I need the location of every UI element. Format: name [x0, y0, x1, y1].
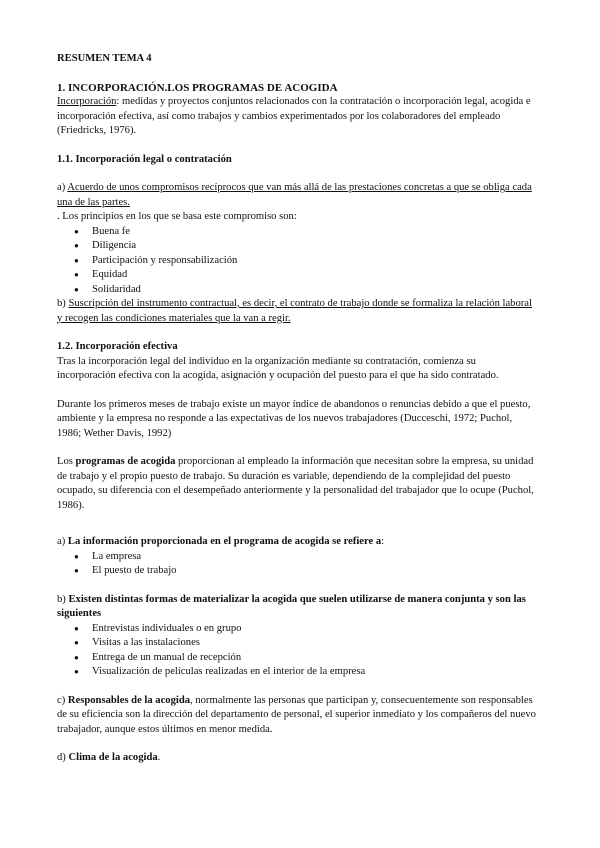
a-prefix: a): [57, 536, 68, 547]
list-item: ● Visualización de películas realizadas en el interior de la empresa: [57, 665, 537, 680]
a-bold: La información proporcionada en el programa de acogida se refiere a: [67, 536, 382, 547]
d-bold: Clima de la acogida: [68, 752, 158, 763]
forms-list: [57, 622, 537, 680]
list-item: ● Diligencia: [57, 239, 537, 254]
section-1-1-heading: 1.1. Incorporación legal o contratación: [57, 153, 232, 165]
point-c-responsables: [57, 694, 537, 738]
c-bold: Responsables de la acogida: [67, 694, 191, 706]
point-a-prefix: a): [57, 182, 68, 193]
list-item: ● Buena fe: [57, 225, 537, 240]
list-item: ● Visitas a las instalaciones: [57, 636, 537, 651]
incorporacion-definition: [57, 95, 537, 139]
document-page: [57, 52, 537, 766]
p3-text: proporcionan al empleado la información que necesitan sobre la empresa, su unidad de trabajo y el propio puesto de trabajo. Su duración es variable, dependiendo de la complejidad del puesto ocupado, su diferencia con el desempeñado anteriormente y la personalidad del trabajador que lo ocupe (Puchol, 1986).: [57, 456, 534, 511]
a-suffix: :: [381, 536, 385, 547]
list-item: ● Entrega de un manual de recepción: [57, 651, 537, 666]
principles-list: [57, 225, 537, 298]
point-a-info: [57, 535, 537, 550]
list-item: ● Entrevistas individuales o en grupo: [57, 622, 537, 637]
list-item: ● Solidaridad: [57, 283, 537, 298]
point-b-prefix: b): [57, 298, 69, 309]
document-title: RESUMEN TEMA 4: [57, 53, 152, 64]
info-list: [57, 550, 537, 579]
c-prefix: c): [57, 694, 68, 706]
s11-point-b: [57, 297, 537, 326]
b-prefix: b): [57, 593, 69, 605]
list-item: ● La empresa: [57, 550, 537, 565]
definition-text: : medidas y proyectos conjuntos relacionados con la contratación o incorporación legal, acogida e incorporación efectiva, así como trabajos y cambios experimentados por los colaboradores del empleado (Friedricks, 1976).: [57, 96, 531, 136]
s12-paragraph-1: Tras la incorporación legal del individuo en la organización mediante su contratación, comienza su incorporación efectiva con la acogida, asignación y ocupación del puesto para el que ha sido contratado.: [57, 355, 499, 381]
d-prefix: d): [57, 752, 69, 763]
s12-paragraph-3: [57, 455, 537, 513]
d-suffix: .: [157, 752, 161, 763]
point-a-text: Acuerdo de unos compromisos recíprocos que van más allá de las prestaciones concretas a que se obliga cada una de las partes.: [57, 182, 532, 208]
point-b-forms: [57, 593, 537, 622]
p3-bold: programas de acogida: [75, 456, 176, 467]
section-1-2-heading: 1.2. Incorporación efectiva: [57, 341, 178, 352]
list-item: ● Participación y responsabilización: [57, 254, 537, 269]
s12-paragraph-2: Durante los primeros meses de trabajo existe un mayor índice de abandonos o renuncias debido a que el puesto, ambiente y la empresa no responde a las expectativas de los nuevos trabajadores (Ducceschi, 1972; Puchol, 1986; Wether Davis, 1992): [57, 398, 531, 439]
s11-point-a: [57, 181, 537, 210]
section-1-heading: 1. INCORPORACIÓN.LOS PROGRAMAS DE ACOGIDA: [57, 81, 338, 94]
point-d-clima: [57, 751, 537, 766]
principles-intro: . Los principios en los que se basa este compromiso son:: [57, 211, 297, 222]
list-item: ● Equidad: [57, 268, 537, 283]
b-bold: Existen distintas formas de materializar la acogida que suelen utilizarse de manera conjunta y son las siguientes: [57, 593, 526, 619]
point-b-text: Suscripción del instrumento contractual, es decir, el contrato de trabajo donde se formaliza la relación laboral y recogen las condiciones materiales que la van a regir.: [57, 298, 532, 324]
definition-term: Incorporación: [57, 96, 117, 107]
p3-prefix: Los: [57, 456, 76, 467]
list-item: ● El puesto de trabajo: [57, 564, 537, 579]
c-text: , normalmente las personas que participan y, consecuentemente son responsables de su eficiencia son la dirección del departamento de personal, el superior inmediato y los compañeros del nuevo trabajador, aunque estos últimos en menor medida.: [57, 694, 536, 735]
